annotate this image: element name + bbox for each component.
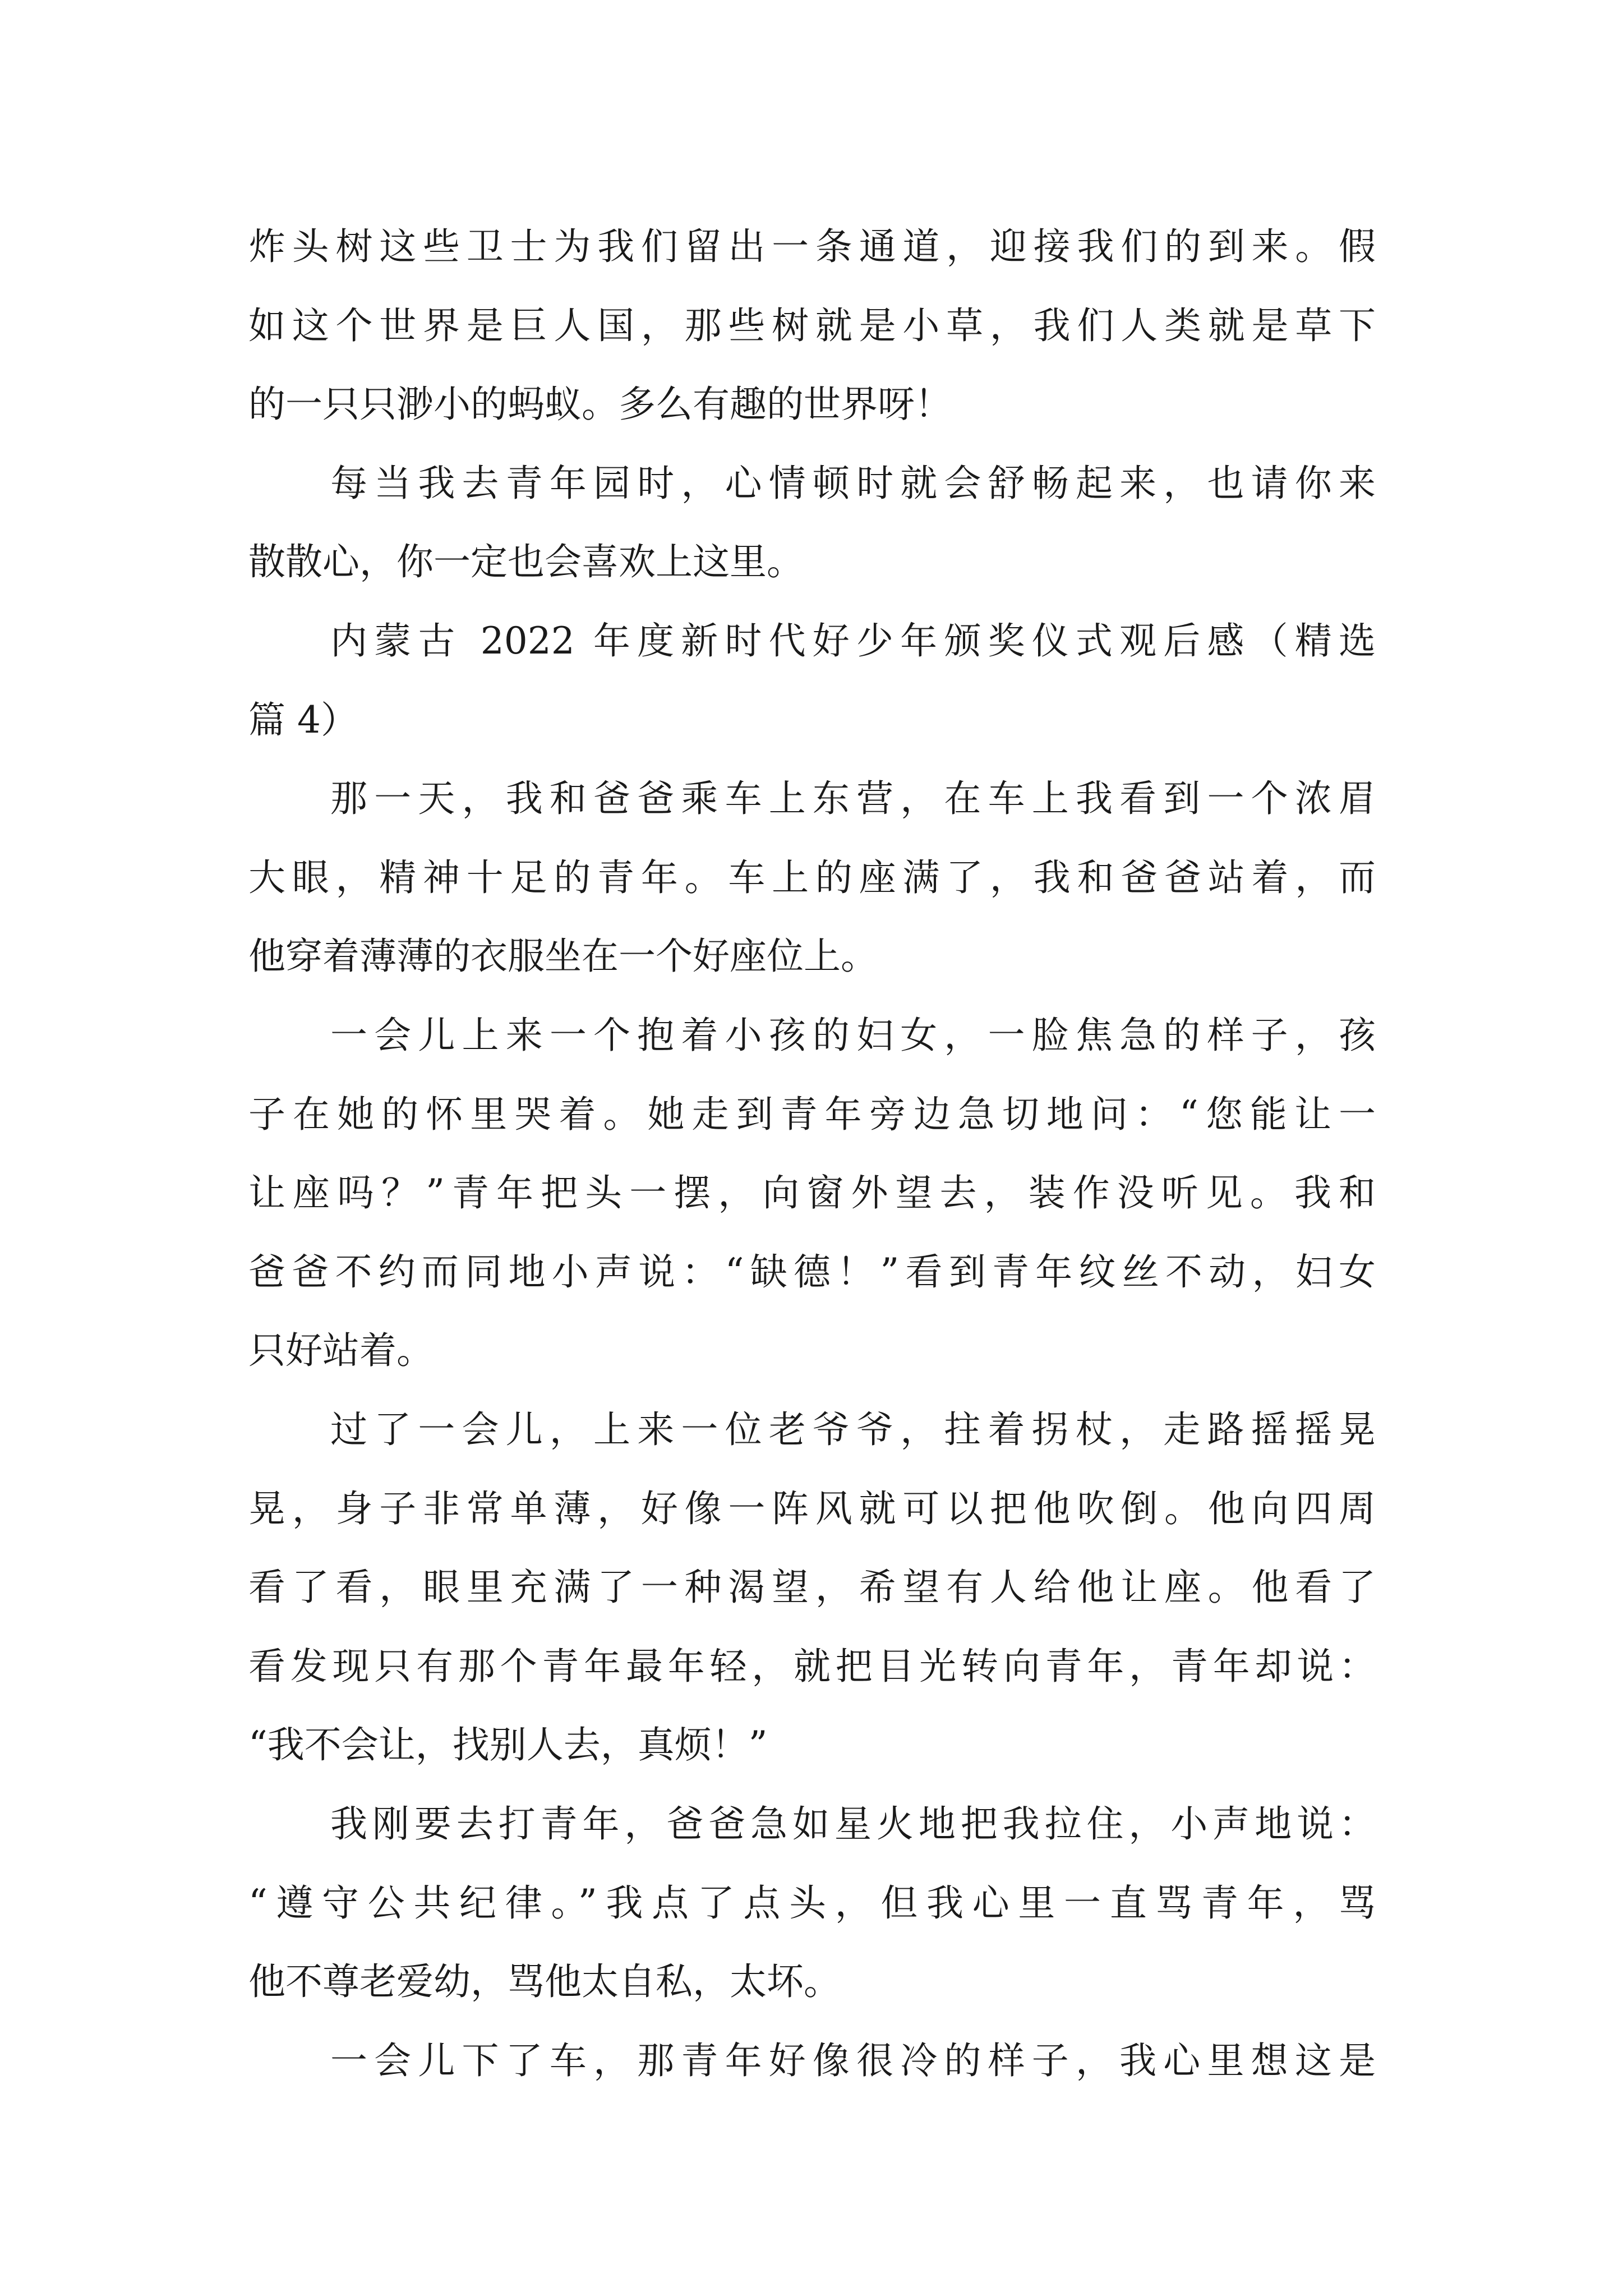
text-line: “我不会让，找别人去，真烦！” bbox=[248, 1723, 768, 1766]
text-line: 一会儿下了车，那青年好像很冷的样子，我心里想这是 bbox=[330, 2039, 1376, 2082]
text-line: 一会儿上来一个抱着小孩的妇女，一脸焦急的样子，孩 bbox=[330, 1014, 1376, 1057]
text-line: 大眼，精神十足的青年。车上的座满了，我和爸爸站着，而 bbox=[248, 856, 1376, 899]
text-line: “遵守公共纪律。”我点了点头，但我心里一直骂青年，骂 bbox=[248, 1881, 1376, 1925]
text-line: 看了看，眼里充满了一种渴望，希望有人给他让座。他看了 bbox=[248, 1566, 1376, 1609]
text-line: 内蒙古 2022 年度新时代好少年颁奖仪式观后感（精选 bbox=[330, 619, 1376, 662]
text-line: 爸爸不约而同地小声说：“缺德！”看到青年纹丝不动，妇女 bbox=[248, 1250, 1376, 1294]
text-line: 只好站着。 bbox=[248, 1329, 434, 1372]
text-line: 让座吗？”青年把头一摆，向窗外望去，装作没听见。我和 bbox=[248, 1171, 1376, 1214]
text-line: 晃，身子非常单薄，好像一阵风就可以把他吹倒。他向四周 bbox=[248, 1487, 1376, 1530]
text-line: 那一天，我和爸爸乘车上东营，在车上我看到一个浓眉 bbox=[330, 777, 1376, 820]
text-line: 篇 4） bbox=[248, 698, 358, 742]
text-line: 如这个世界是巨人国，那些树就是小草，我们人类就是草下 bbox=[248, 304, 1376, 347]
text-line: 散散心，你一定也会喜欢上这里。 bbox=[248, 540, 804, 583]
text-line: 我刚要去打青年，爸爸急如星火地把我拉住，小声地说： bbox=[330, 1802, 1376, 1846]
text-line: 他穿着薄薄的衣服坐在一个好座位上。 bbox=[248, 935, 878, 978]
text-line: 看发现只有那个青年最年轻，就把目光转向青年，青年却说： bbox=[248, 1645, 1376, 1688]
text-line: 每当我去青年园时，心情顿时就会舒畅起来，也请你来 bbox=[330, 462, 1376, 505]
text-line: 他不尊老爱幼，骂他太自私，太坏。 bbox=[248, 1960, 841, 2003]
text-line: 炸头树这些卫士为我们留出一条通道，迎接我们的到来。假 bbox=[248, 225, 1376, 268]
text-line: 过了一会儿，上来一位老爷爷，拄着拐杖，走路摇摇晃 bbox=[330, 1408, 1376, 1451]
text-line: 的一只只渺小的蚂蚁。多么有趣的世界呀！ bbox=[248, 383, 952, 426]
text-line: 子在她的怀里哭着。她走到青年旁边急切地问：“您能让一 bbox=[248, 1093, 1376, 1136]
